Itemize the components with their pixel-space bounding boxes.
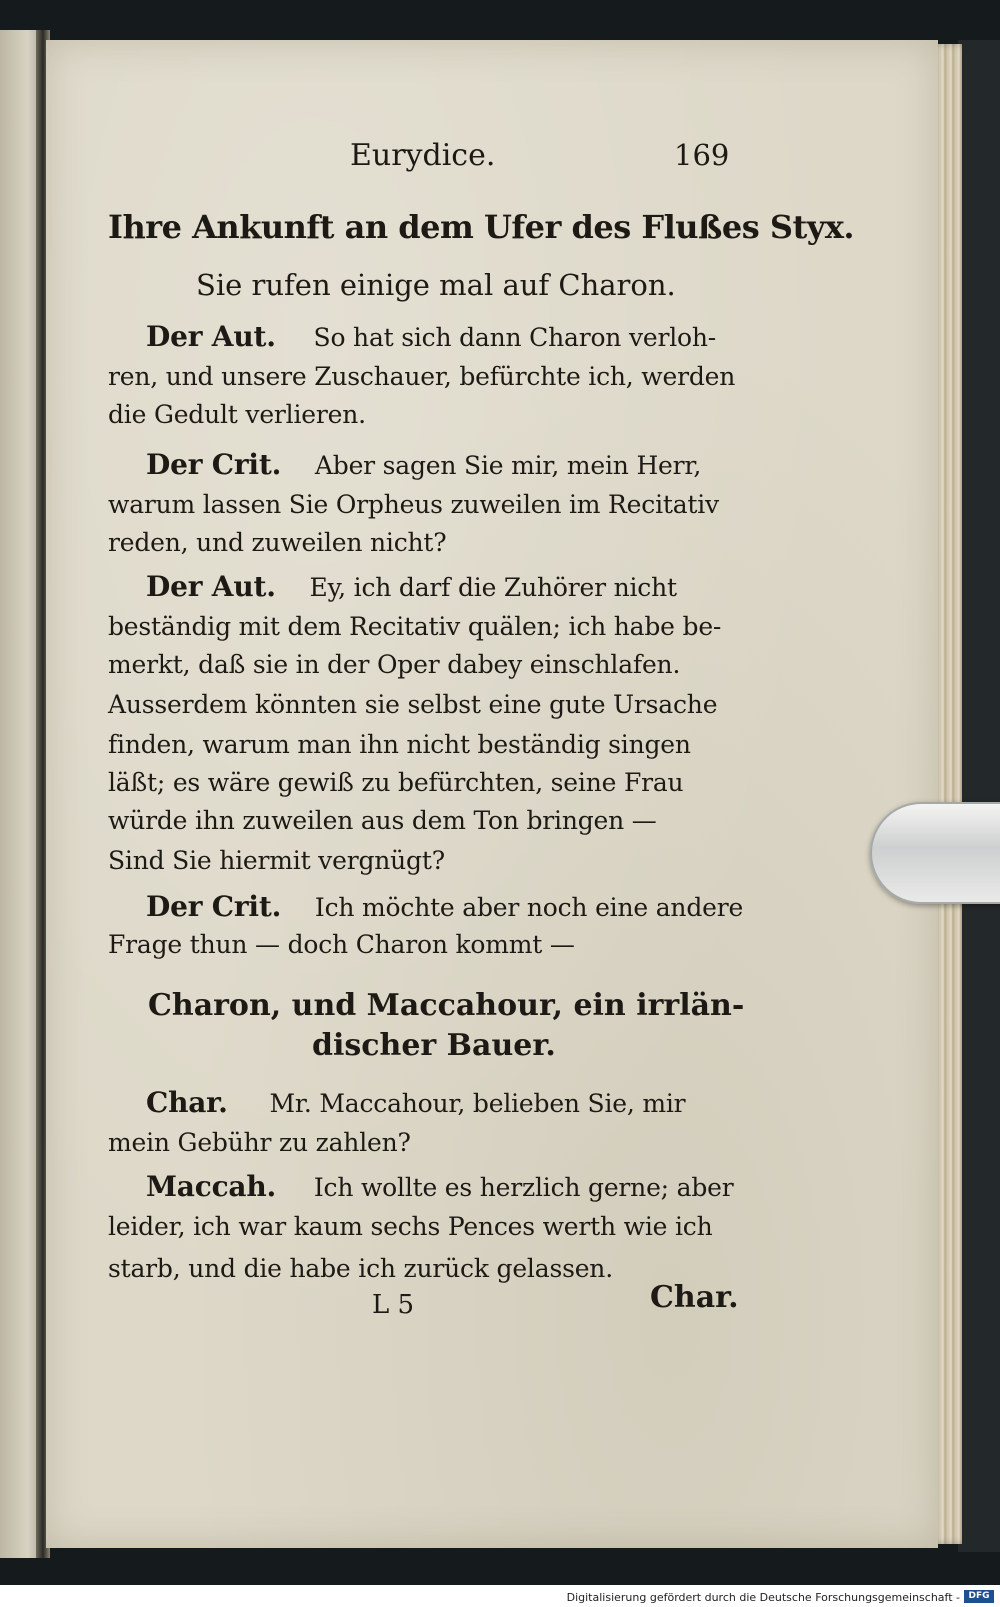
dfg-logo: DFG xyxy=(964,1590,994,1603)
text-line: Frage thun — doch Charon kommt — xyxy=(108,930,575,959)
text-line xyxy=(108,1170,734,1203)
speaker-name: Der Crit. xyxy=(146,890,282,923)
text-line: reden, und zuweilen nicht? xyxy=(108,528,447,557)
text-line: Ausserdem könnten sie selbst eine gute Ursache xyxy=(108,690,718,719)
text-line: leider, ich war kaum sechs Pences werth wie ich xyxy=(108,1212,713,1241)
digitization-credit: Digitalisierung gefördert durch die Deutsche Forschungsgemeinschaft - xyxy=(566,1591,960,1604)
page-clip xyxy=(870,802,1000,904)
text-line: beständig mit dem Recitativ quälen; ich habe be- xyxy=(108,612,722,641)
text-line xyxy=(108,448,701,481)
line-text: Ey, ich darf die Zuhörer nicht xyxy=(309,573,677,602)
line-text: Ich möchte aber noch eine andere xyxy=(314,893,744,922)
signature-mark: L 5 xyxy=(372,1290,415,1320)
speaker-name: Maccah. xyxy=(146,1170,277,1203)
text-line: Sind Sie hiermit vergnügt? xyxy=(108,846,445,875)
running-title: Eurydice. xyxy=(350,138,496,173)
stage-direction: Sie rufen einige mal auf Charon. xyxy=(196,268,676,302)
text-line: mein Gebühr zu zahlen? xyxy=(108,1128,411,1157)
text-line: ren, und unsere Zuschauer, befürchte ich, werden xyxy=(108,362,736,391)
page-number: 169 xyxy=(674,138,730,172)
text-line: starb, und die habe ich zurück gelassen. xyxy=(108,1254,613,1283)
speaker-name: Der Crit. xyxy=(146,448,282,481)
text-line: merkt, daß sie in der Oper dabey einschlafen. xyxy=(108,650,681,679)
text-line xyxy=(108,570,677,603)
text-line: läßt; es wäre gewiß zu befürchten, seine Frau xyxy=(108,768,684,797)
text-line: die Gedult verlieren. xyxy=(108,400,366,429)
scene-heading-charon-cont: discher Bauer. xyxy=(312,1028,556,1063)
speaker-name: Der Aut. xyxy=(146,570,276,603)
scene-heading-arrival: Ihre Ankunft an dem Ufer des Flußes Styx. xyxy=(108,208,855,246)
text-line xyxy=(108,1086,685,1119)
background-right xyxy=(958,40,1000,1552)
line-text: Ich wollte es herzlich gerne; aber xyxy=(313,1173,734,1202)
text-line: warum lassen Sie Orpheus zuweilen im Recitativ xyxy=(108,490,719,519)
speaker-name: Char. xyxy=(146,1086,228,1119)
speaker-name: Der Aut. xyxy=(146,320,276,353)
text-line xyxy=(108,890,743,923)
line-text: So hat sich dann Charon verloh- xyxy=(313,323,717,352)
text-line xyxy=(108,320,716,353)
line-text: Mr. Maccahour, belieben Sie, mir xyxy=(269,1089,686,1118)
scene-heading-charon: Charon, und Maccahour, ein irrlän- xyxy=(148,988,745,1023)
line-text: Aber sagen Sie mir, mein Herr, xyxy=(314,451,702,480)
text-line: finden, warum man ihn nicht beständig singen xyxy=(108,730,691,759)
text-line: würde ihn zuweilen aus dem Ton bringen — xyxy=(108,806,657,835)
catchword: Char. xyxy=(650,1280,739,1315)
footer-bar xyxy=(0,1585,1000,1607)
